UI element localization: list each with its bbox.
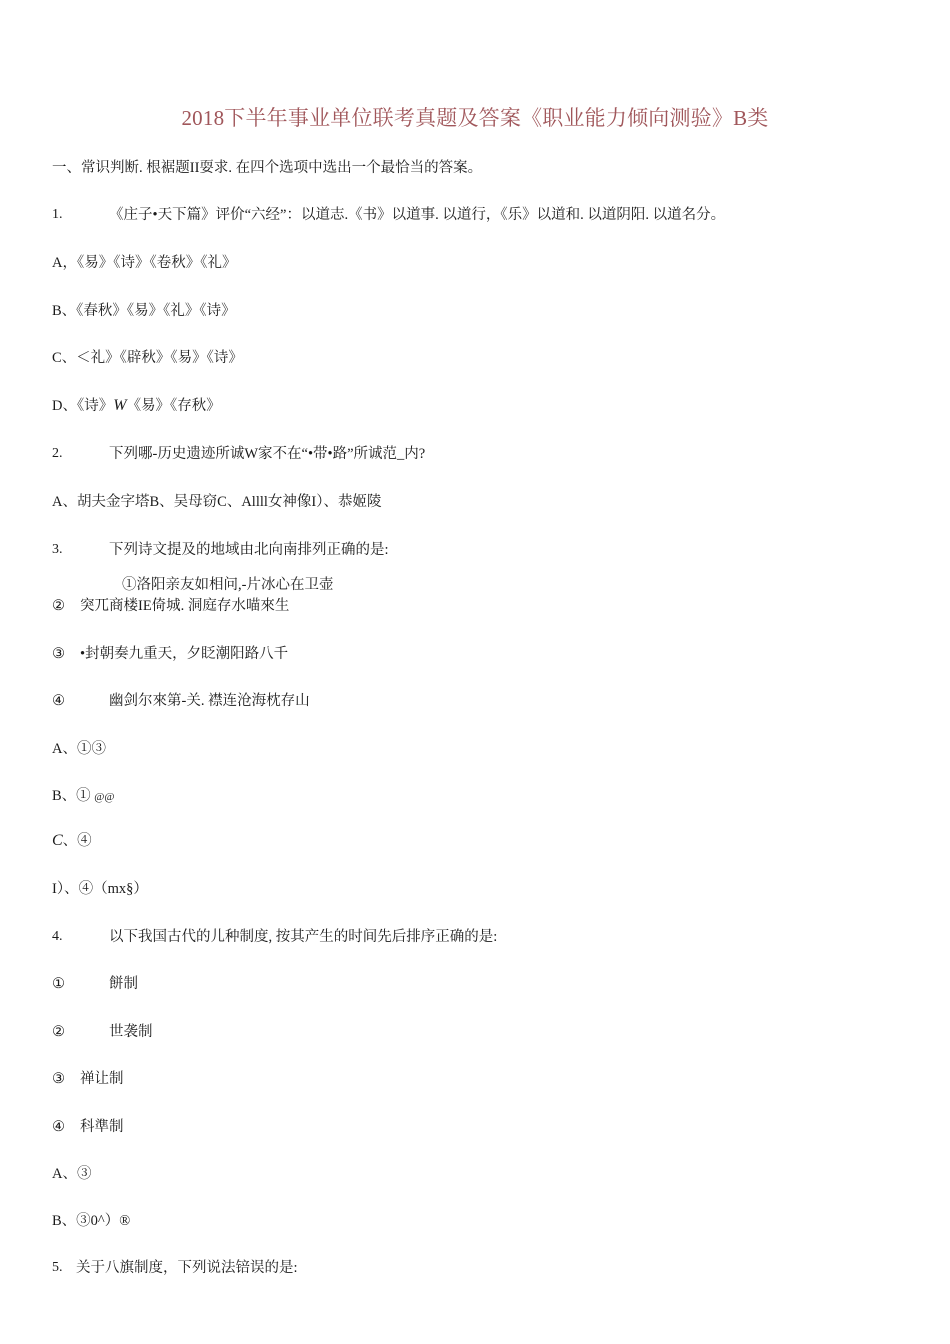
question-1-option-d: [52, 396, 221, 416]
question-5-text: 关于八旗制度，下列说法锫误的是:: [76, 1260, 298, 1276]
question-4-item-3-mark: ③: [52, 1071, 65, 1087]
question-3-option-a: A、①③: [52, 741, 106, 757]
question-4-item-1-mark: ①: [52, 976, 65, 992]
question-3-poem-3-mark: ③: [52, 646, 65, 662]
question-1-number: 1.: [52, 207, 63, 222]
question-3-option-d: I）、④（mx§）: [52, 881, 148, 897]
question-3-option-b-suffix: @@: [94, 791, 115, 803]
question-2-number: 2.: [52, 446, 63, 461]
question-4-number: 4.: [52, 929, 63, 944]
question-2-options: A、胡夫金字塔B、吴母窃C、Allll女神像I）、恭姬陵: [52, 494, 382, 510]
question-4-text: 以下我国古代的儿种制度, 按其产生的时间先后排序正确的是:: [109, 929, 498, 945]
question-4-item-2: 世袭制: [109, 1024, 153, 1040]
question-1-option-d-mark: W: [113, 397, 127, 414]
question-3-poem-2: 突兀商楼IE倚城. 洞庭存水喵來生: [80, 598, 290, 614]
question-1-option-b: B、《春秋》《易》《礼》《诗》: [52, 303, 236, 319]
question-1-option-c: C、＜礼》《辟秋》《易》《诗》: [52, 350, 243, 366]
question-3-option-b: [52, 786, 115, 807]
question-1-option-d-prefix: D、《诗》: [52, 398, 114, 414]
question-4-item-4-mark: ④: [52, 1119, 65, 1135]
question-3-poem-4: 幽剑尔來第-关. 襟连沧海枕存山: [109, 693, 310, 709]
question-4-item-3: 禅让制: [80, 1071, 124, 1087]
question-3-number: 3.: [52, 542, 63, 557]
question-3-option-b-prefix: B、①: [52, 788, 91, 804]
question-4-item-2-mark: ②: [52, 1024, 65, 1040]
question-3-text: 下列诗文提及的地域由北向南排列正确的是:: [109, 542, 389, 558]
question-5-number: 5.: [52, 1260, 63, 1275]
question-4-option-b: B、③0^）®: [52, 1213, 131, 1229]
question-2-text: 下列哪-历史遗迹所诚W家不在“•带•路”所诚范_内?: [109, 446, 426, 462]
question-1-option-d-suffix: 《易》《存秋》: [126, 398, 221, 414]
question-3-option-c: [52, 831, 92, 851]
section-heading: 一、常识判断. 根裾题II耍求. 在四个选项中选出一个最恰当的答案。: [52, 160, 483, 176]
question-4-item-1: 餅制: [109, 976, 138, 992]
question-3-option-c-letter: C: [52, 832, 63, 849]
question-3-option-c-rest: 、④: [62, 833, 92, 849]
document-title: 2018下半年事业单位联考真题及答案《职业能力倾向测验》B类: [181, 106, 769, 130]
question-3-poem-2-mark: ②: [52, 598, 65, 614]
question-3-poem-3: •封朝奏九重天，夕眨潮阳路八千: [80, 646, 289, 662]
question-4-option-a: A、③: [52, 1166, 92, 1182]
question-3-poem-4-mark: ④: [52, 693, 65, 709]
question-3-poem-1: ①洛阳亲友如相问,-片冰心在卫壶: [122, 577, 334, 593]
question-4-item-4: 科準制: [80, 1119, 124, 1135]
question-1-option-a: A，《易》《诗》《卷秋》《礼》: [52, 255, 237, 271]
question-1-text: 《庄子•天下篇》评价“六经”：以道志.《书》以道事. 以道行，《乐》以道和. 以道阴阳. 以道名分。: [109, 207, 726, 223]
